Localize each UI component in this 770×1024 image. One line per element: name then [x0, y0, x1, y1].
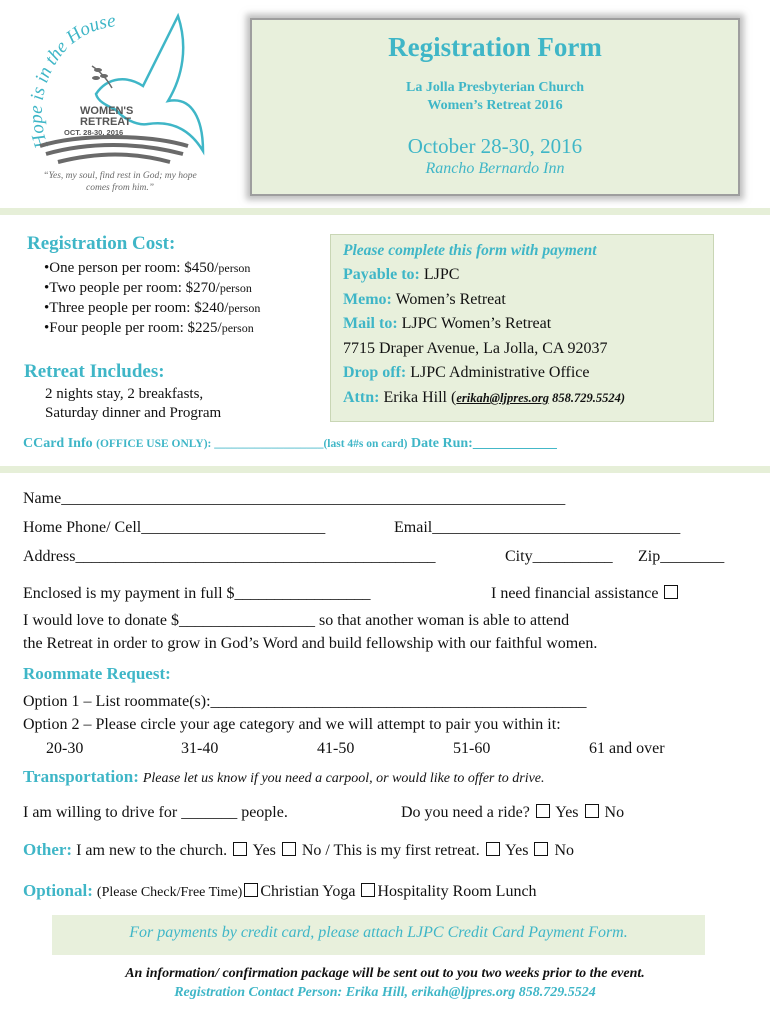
- address-field[interactable]: Address_____________________________________________: [23, 548, 436, 565]
- drive-field[interactable]: I am willing to drive for _______ people.: [23, 804, 288, 821]
- ride-yes-checkbox[interactable]: [536, 804, 550, 818]
- donate-text: the Retreat in order to grow in God’s Word and build fellowship with our faithful women.: [23, 635, 598, 652]
- age-option[interactable]: 41-50: [317, 740, 355, 757]
- memo: Memo: Women’s Retreat: [343, 291, 506, 308]
- nest-icon: [40, 137, 188, 162]
- includes-line: Saturday dinner and Program: [45, 405, 222, 421]
- payment-intro: Please complete this form with payment: [343, 242, 597, 259]
- attn-email[interactable]: erikah@ljpres.org: [456, 391, 550, 405]
- title-panel: [250, 18, 740, 196]
- attention: Attn: Erika Hill (erikah@ljpres.org 858.729.5524): [343, 389, 626, 406]
- includes-heading: Retreat Includes:: [24, 361, 165, 382]
- mail-to: Mail to: LJPC Women’s Retreat: [343, 315, 552, 332]
- new-no-checkbox[interactable]: [282, 842, 296, 856]
- donate-field[interactable]: I would love to donate $_________________ so that another woman is able to attend: [23, 612, 570, 629]
- zip-field[interactable]: Zip________: [638, 548, 725, 565]
- age-option[interactable]: 20-30: [46, 740, 84, 757]
- roommate-heading: Roommate Request:: [23, 664, 171, 683]
- email-field[interactable]: Email_______________________________: [394, 519, 681, 536]
- logo-line1: WOMEN'S: [80, 105, 134, 117]
- roommate-option2: Option 2 – Please circle your age category and we will attempt to pair you within it:: [23, 716, 561, 733]
- payment-amount-field[interactable]: Enclosed is my payment in full $_________________: [23, 585, 371, 602]
- other-row: Other: I am new to the church. Yes No / This is my first retreat. Yes No: [23, 840, 574, 859]
- logo-arc-text: Hope is in the House: [25, 10, 117, 151]
- new-yes-checkbox[interactable]: [233, 842, 247, 856]
- church-name: La Jolla Presbyterian Church: [406, 80, 584, 95]
- drop-off: Drop off: LJPC Administrative Office: [343, 364, 590, 381]
- roommate-option1[interactable]: Option 1 – List roommate(s):_______________________________________________: [23, 693, 587, 710]
- ride-question: Do you need a ride? Yes No: [401, 804, 625, 821]
- cost-item: •One person per room: $450/person: [44, 260, 251, 276]
- cost-item: •Four people per room: $225/person: [44, 320, 254, 336]
- assistance-checkbox[interactable]: [664, 585, 678, 599]
- first-yes-checkbox[interactable]: [486, 842, 500, 856]
- event-name: Women’s Retreat 2016: [427, 98, 563, 113]
- transport-row: Transportation: Please let us know if you need a carpool, or would like to offer to drive.: [23, 767, 545, 786]
- retreat-logo: [18, 6, 218, 196]
- age-option[interactable]: 51-60: [453, 740, 491, 757]
- mail-address: 7715 Draper Avenue, La Jolla, CA 92037: [343, 340, 608, 357]
- cost-heading: Registration Cost:: [27, 233, 176, 254]
- footer-note: An information/ confirmation package will be sent out to you two weeks prior to the event.: [125, 966, 645, 981]
- credit-card-note: For payments by credit card, please attach LJPC Credit Card Payment Form.: [129, 924, 628, 941]
- event-dates: October 28-30, 2016: [407, 134, 583, 158]
- payable-to: Payable to: LJPC: [343, 266, 460, 283]
- ride-no-checkbox[interactable]: [585, 804, 599, 818]
- financial-assistance: I need financial assistance: [491, 585, 680, 603]
- divider-band: [0, 466, 770, 473]
- ccard-info: CCard Info (OFFICE USE ONLY): ___________________(last 4#s on card) Date Run:____________: [23, 436, 557, 451]
- yoga-checkbox[interactable]: [244, 883, 258, 897]
- event-venue: Rancho Bernardo Inn: [425, 160, 565, 177]
- name-field[interactable]: Name_______________________________________________________________: [23, 490, 566, 507]
- footer-contact: Registration Contact Person: Erika Hill, erikah@ljpres.org 858.729.5524: [174, 985, 596, 1000]
- includes-line: 2 nights stay, 2 breakfasts,: [45, 386, 204, 402]
- optional-row: Optional: (Please Check/Free Time) Christian Yoga Hospitality Room Lunch: [23, 881, 537, 900]
- cost-item: •Two people per room: $270/person: [44, 280, 252, 296]
- phone-field[interactable]: Home Phone/ Cell_______________________: [23, 519, 326, 536]
- lunch-checkbox[interactable]: [361, 883, 375, 897]
- divider-band: [0, 208, 770, 215]
- age-option[interactable]: 61 and over: [589, 740, 665, 757]
- cost-item: •Three people per room: $240/person: [44, 300, 261, 316]
- logo-line2: RETREAT: [80, 116, 132, 128]
- logo-quote: “Yes, my soul, find rest in God; my hope comes from him.”: [43, 171, 197, 193]
- form-title: Registration Form: [388, 32, 602, 62]
- city-field[interactable]: City__________: [505, 548, 613, 565]
- first-no-checkbox[interactable]: [534, 842, 548, 856]
- age-option[interactable]: 31-40: [181, 740, 219, 757]
- logo-dates: OCT. 28-30, 2016: [64, 128, 124, 137]
